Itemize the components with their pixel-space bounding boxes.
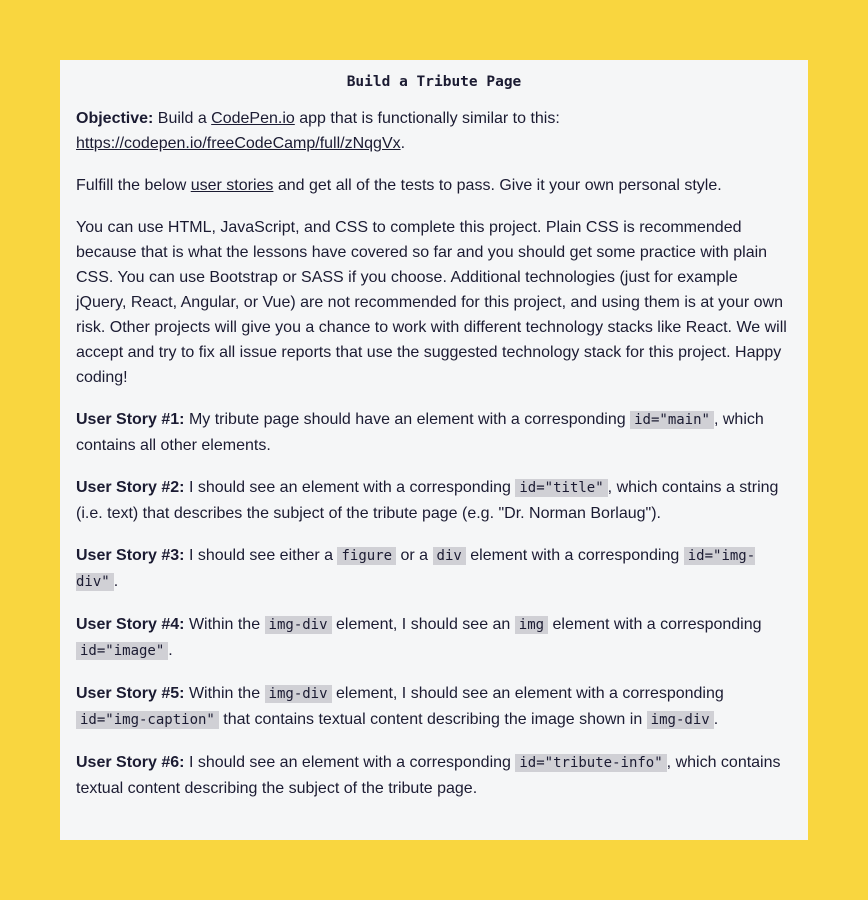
user-story-4 <box>76 612 792 664</box>
code-snippet: id="title" <box>515 479 607 497</box>
code-snippet: div <box>433 547 466 565</box>
example-project-link[interactable]: https://codepen.io/freeCodeCamp/full/zNqgVx <box>76 135 401 152</box>
code-snippet: img-div <box>265 685 332 703</box>
code-snippet: img <box>515 616 548 634</box>
story-text: , which contains textual content describing the subject of the tribute page. <box>76 754 781 797</box>
fulfill-text: Fulfill the below <box>76 177 191 194</box>
story-text: My tribute page should have an element with a corresponding <box>184 411 631 428</box>
user-story-label: User Story #3: <box>76 547 185 564</box>
code-snippet: id="img-div" <box>76 548 756 590</box>
story-text: I should see either a <box>184 547 338 564</box>
technology-paragraph: You can use HTML, JavaScript, and CSS to complete this project. Plain CSS is recommended because that is what the lessons have covered so far and you should get some practice with plain CSS. You can use Bootstrap or SASS if you choose. Additional technologies (just for example jQuery, React, Angular, or Vue) are not recommended for this project, and using them is at your own risk. Other projects will give you a chance to work with different technology stacks like React. We will accept and try to fix all issue reports that use the suggested technology stack for this project. Happy coding! <box>76 219 787 386</box>
story-text: , which contains all other elements. <box>76 411 764 454</box>
story-text: element with a corresponding <box>465 547 684 564</box>
user-story-label: User Story #1: <box>76 411 185 428</box>
story-text: element with a corresponding <box>548 616 762 633</box>
objective-text: Build a <box>153 110 212 127</box>
objective-label: Objective: <box>76 110 154 127</box>
story-text: element, I should see an element with a corresponding <box>331 685 724 702</box>
story-text: element, I should see an <box>331 616 515 633</box>
user-stories-link[interactable]: user stories <box>190 177 274 194</box>
code-snippet: figure <box>337 547 396 565</box>
objective-paragraph <box>76 106 792 156</box>
objective-text: app that is functionally similar to this: <box>294 110 560 127</box>
objective-text: . <box>400 135 406 152</box>
user-story-5 <box>76 681 792 733</box>
code-snippet: id="image" <box>76 642 168 660</box>
story-text: I should see an element with a corresponding <box>184 479 516 496</box>
challenge-description-panel <box>60 60 808 840</box>
user-story-2 <box>76 475 792 526</box>
code-snippet: id="tribute-info" <box>515 754 666 772</box>
fulfill-text: and get all of the tests to pass. Give it your own personal style. <box>273 177 722 194</box>
story-text: , which contains a string (i.e. text) that describes the subject of the tribute page (e.g. "Dr. Norman Borlaug"). <box>76 479 779 522</box>
user-story-6 <box>76 750 792 801</box>
code-snippet: img-div <box>265 616 332 634</box>
user-story-3 <box>76 543 792 595</box>
page-title: Build a Tribute Page <box>346 74 522 90</box>
code-snippet: img-div <box>647 711 714 729</box>
story-text: that contains textual content describing the image shown in <box>218 711 647 728</box>
story-text: Within the <box>184 616 265 633</box>
fulfill-paragraph <box>76 173 792 198</box>
code-snippet: id="main" <box>630 411 714 429</box>
user-story-label: User Story #6: <box>76 754 185 771</box>
user-story-label: User Story #4: <box>76 616 185 633</box>
story-text: or a <box>396 547 433 564</box>
code-snippet: id="img-caption" <box>76 711 219 729</box>
story-text: I should see an element with a corresponding <box>184 754 516 771</box>
codepen-link[interactable]: CodePen.io <box>211 110 295 127</box>
user-story-label: User Story #5: <box>76 685 185 702</box>
story-text: Within the <box>184 685 265 702</box>
user-story-label: User Story #2: <box>76 479 185 496</box>
story-text: . <box>113 573 119 590</box>
story-text: . <box>713 711 719 728</box>
story-text: . <box>168 642 173 659</box>
user-story-1 <box>76 407 792 458</box>
